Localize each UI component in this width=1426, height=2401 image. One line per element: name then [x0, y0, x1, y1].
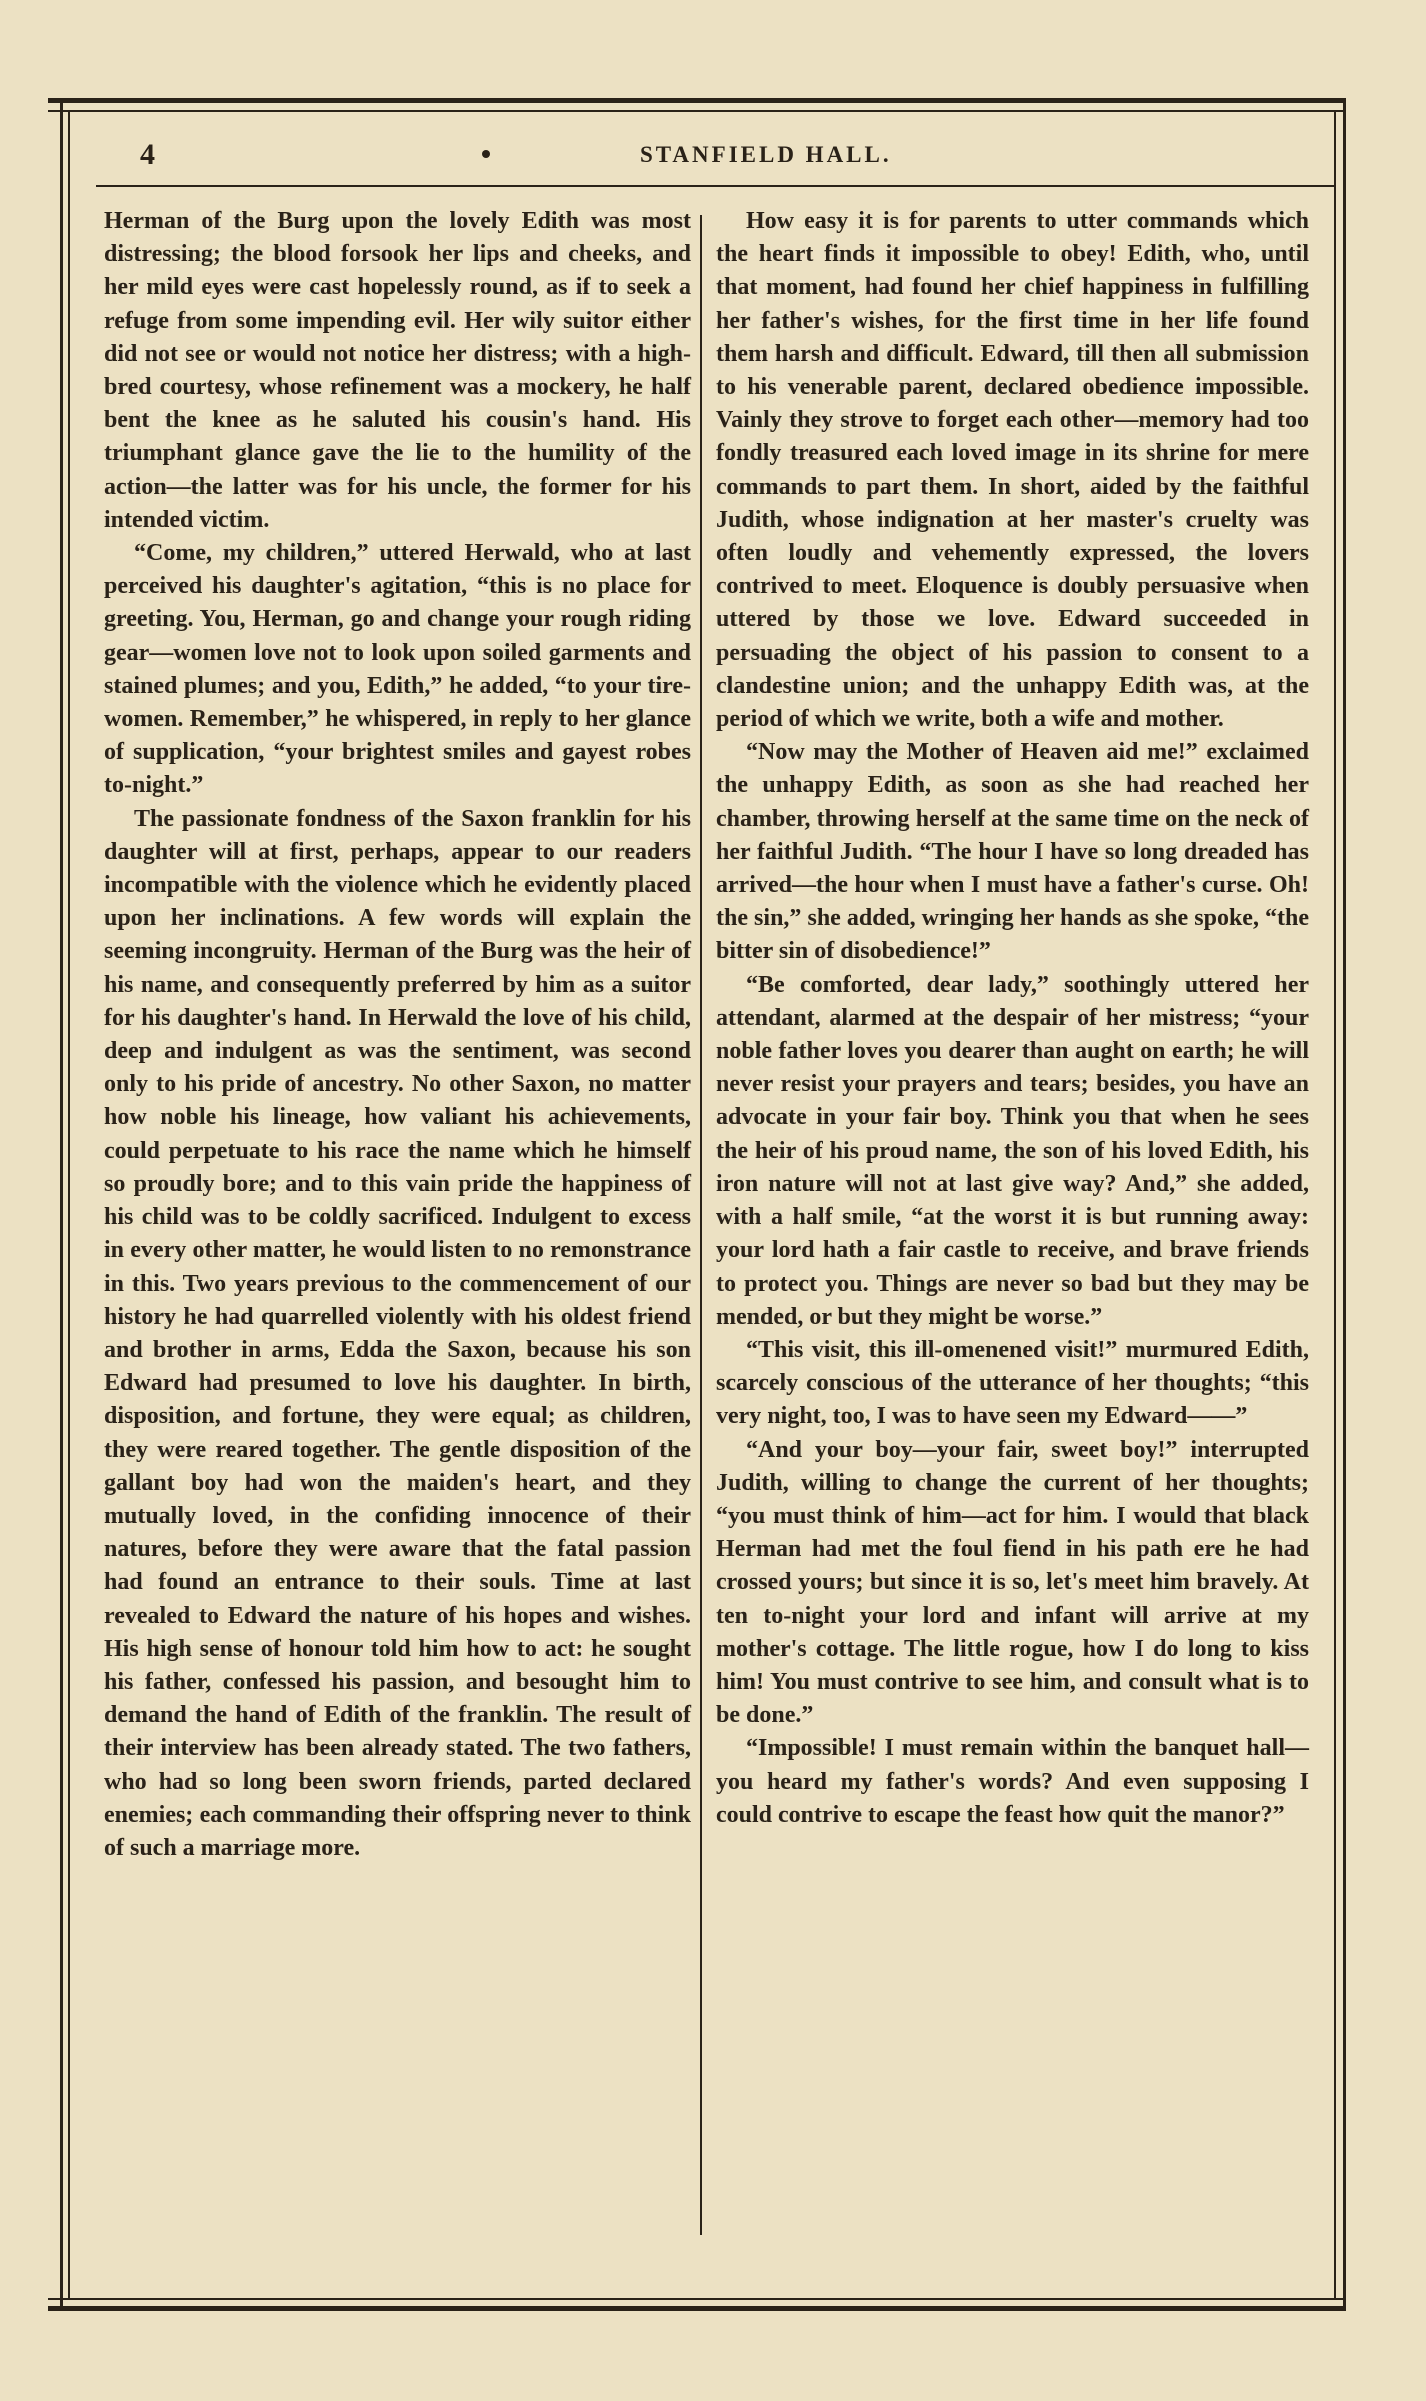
header-underline — [96, 185, 1336, 187]
right-paragraph-1: How easy it is for parents to utter commands which the heart finds it impossible to obey! Edith, who, until that moment, had found her chief happiness in fulfilling her father's wishes, for the first time in her life found them harsh and difficult. Edward, till then all submission to his venerable parent, declared obedience impossible. Vainly they strove to forget each other—memory had too fondly treasured each loved image in its shrine for mere commands to part them. In short, aided by the faithful Judith, whose indignation at her master's cruelty was often loudly and vehemently expressed, the lovers contrived to meet. Eloquence is doubly persuasive when uttered by those we love. Edward succeeded in persuading the object of his passion to consent to a clandestine union; and the unhappy Edith was, at the period of which we write, both a wife and mother. — [716, 208, 1309, 733]
top-rule-thick — [48, 98, 1346, 103]
page-number: 4 — [140, 138, 155, 171]
right-paragraph-3: “Be comforted, dear lady,” soothingly uttered her attendant, alarmed at the despair of her mistress; “your noble father loves you dearer than aught on earth; he will never resist your prayers and tears; besides, you have an advocate in your fair boy. Think you that when he sees the heir of his proud name, the son of his loved Edith, his iron nature will not at last give way? And,” she added, with a half smile, “at the worst it is but running away: your lord hath a fair castle to receive, and brave friends to protect you. Things are never so bad but they may be mended, or but they might be worse.” — [716, 971, 1309, 1330]
right-paragraph-6: “Impossible! I must remain within the banquet hall—you heard my father's words? And even supposing I could contrive to escape the feast how quit the manor?” — [716, 1735, 1309, 1828]
right-column — [716, 205, 1309, 1832]
page-header — [95, 132, 1325, 182]
left-frame-outer — [60, 98, 63, 2311]
left-column — [104, 205, 691, 1865]
top-rule-thin — [48, 110, 1346, 112]
bottom-rule-thick — [48, 2306, 1346, 2311]
right-paragraph-4: “This visit, this ill-omenened visit!” murmured Edith, scarcely conscious of the utterance of her thoughts; “this very night, too, I was to have seen my Edward——” — [716, 1336, 1309, 1430]
bottom-rule-thin — [48, 2298, 1346, 2300]
left-frame-inner — [68, 110, 70, 2300]
left-paragraph-3: The passionate fondness of the Saxon franklin for his daughter will at first, perhaps, appear to our readers incompatible with the violence which he evidently placed upon her inclinations. A few words will explain the seeming incongruity. Herman of the Burg was the heir of his name, and consequently preferred by him as a suitor for his daughter's hand. In Herwald the love of his child, deep and indulgent as was the sentiment, was second only to his pride of ancestry. No other Saxon, no matter how noble his lineage, how valiant his achievements, could perpetuate to his race the name which he himself so proudly bore; and to this vain pride the happiness of his child was to be coldly sacrificed. Indulgent to excess in every other matter, he would listen to no remonstrance in this. Two years previous to the commencement of our history he had quarrelled violently with his oldest friend and brother in arms, Edda the Saxon, because his son Edward had presumed to love his daughter. In birth, disposition, and fortune, they were equal; as children, they were reared together. The gentle disposition of the gallant boy had won the maiden's heart, and they mutually loved, in the confiding innocence of their natures, before they were aware that the fatal passion had found an entrance to their souls. Time at last revealed to Edward the nature of his hopes and wishes. His high sense of honour told him how to act: he sought his father, confessed his passion, and besought him to demand the hand of Edith of the franklin. The result of their interview has been already stated. The two fathers, who had so long been sworn friends, parted declared enemies; each commanding their offspring never to think of such a marriage more. — [104, 805, 691, 1861]
right-frame-outer — [1343, 98, 1346, 2311]
column-separator — [700, 215, 702, 2235]
left-paragraph-1: Herman of the Burg upon the lovely Edith was most distressing; the blood forsook her lips and cheeks, and her mild eyes were cast hopelessly round, as if to seek a refuge from some impending evil. Her wily suitor either did not see or would not notice her distress; with a high-bred courtesy, whose refinement was a mockery, he half bent the knee as he saluted his cousin's hand. His triumphant glance gave the lie to the humility of the action—the latter was for his uncle, the former for his intended victim. — [104, 208, 691, 533]
right-frame-inner — [1334, 110, 1336, 2300]
left-paragraph-2: “Come, my children,” uttered Herwald, who at last perceived his daughter's agitation, “this is no place for greeting. You, Herman, go and change your rough riding gear—women love not to look upon soiled garments and stained plumes; and you, Edith,” he added, “to your tire-women. Remember,” he whispered, in reply to her glance of supplication, “your brightest smiles and gayest robes to-night.” — [104, 540, 691, 799]
right-paragraph-5: “And your boy—your fair, sweet boy!” interrupted Judith, willing to change the current of her thoughts; “you must think of him—act for him. I would that black Herman had met the foul fiend in his path ere he had crossed yours; but since it is so, let's meet him bravely. At ten to-night your lord and infant will arrive at my mother's cottage. The little rogue, how I do long to kiss him! You must contrive to see him, and consult what is to be done.” — [716, 1436, 1309, 1729]
running-title: STANFIELD HALL. — [640, 142, 892, 167]
right-paragraph-2: “Now may the Mother of Heaven aid me!” exclaimed the unhappy Edith, as soon as she had reached her chamber, throwing herself at the same time on the neck of her faithful Judith. “The hour I have so long dreaded has arrived—the hour when I must have a father's curse. Oh! the sin,” she added, wringing her hands as she spoke, “the bitter sin of disobedience!” — [716, 739, 1309, 965]
header-ornament-dot — [482, 150, 490, 158]
